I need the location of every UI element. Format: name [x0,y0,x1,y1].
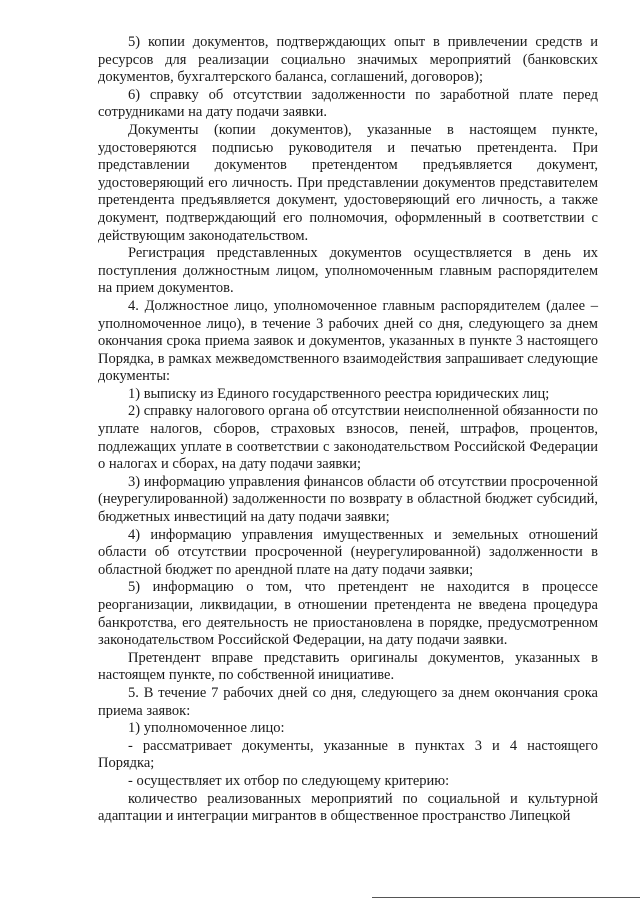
paragraph-clause-4-item-2: 2) справку налогового органа об отсутствии неисполненной обязанности по уплате налогов, сборов, страховых взносов, пеней, штрафов, процентов, подлежащих уплате в соответствии с законодательством Российской Федерации о налогах и сборах, на дату подачи заявки; [98,403,598,473]
paragraph-originals-right: Претендент вправе представить оригиналы документов, указанных в настоящем пункте, по собственной инициативе. [98,649,598,684]
paragraph-item-5-copies: 5) копии документов, подтверждающих опыт в привлечении средств и ресурсов для реализации социально значимых мероприятий (банковских документов, бухгалтерского баланса, соглашений, договоров); [98,34,598,86]
paragraph-clause-4-item-5: 5) информацию о том, что претендент не находится в процессе реорганизации, ликвидации, в отношении претендента не введена процедура банкротства, его деятельность не приостановлена в порядке, предусмотренном законодательством Российской Федерации, на дату подачи заявки. [98,579,598,649]
paragraph-clause-4-item-4: 4) информацию управления имущественных и земельных отношений области об отсутствии просроченной (неурегулированной) задолженности в областной бюджет по арендной плате на дату подачи заявки; [98,526,598,578]
paragraph-clause-4-item-3: 3) информацию управления финансов области об отсутствии просроченной (неурегулированной) задолженности по возврату в областной бюджет субсидий, бюджетных инвестиций на дату подачи заявки; [98,473,598,526]
paragraph-clause-4-item-1: 1) выписку из Единого государственного реестра юридических лиц; [128,385,550,402]
footer-divider [372,897,640,898]
paragraph-criterion: количество реализованных мероприятий по социальной и культурной адаптации и интеграции мигрантов в общественное пространство Липецкой [98,790,598,825]
paragraph-clause-5-item-1: 1) уполномоченное лицо: [128,720,285,737]
document-body [98,34,598,826]
paragraph-documents-certification: Документы (копии документов), указанные в настоящем пункте, удостоверяются подписью руководителя и печатью претендента. При представлении документов претендентом предъявляется документ, удостоверяющий его личность. При представлении документов представителем претендента предъявляется документ, удостоверяющий его личность, а также документ, подтверждающий его полномочия, оформленный в соответствии с действующим законодательством. [98,121,598,244]
paragraph-clause-4: 4. Должностное лицо, уполномоченное главным распорядителем (далее – уполномоченное лицо), в течение 3 рабочих дней со дня, следующего за днем окончания срока приема заявок и документов, указанных в пункте 3 настоящего Порядка, в рамках межведомственного взаимодействия запрашивает следующие документы: [98,297,598,385]
paragraph-registration: Регистрация представленных документов осуществляется в день их поступления должностным лицом, уполномоченным главным распорядителем на прием документов. [98,245,598,297]
paragraph-item-6-salary-certificate: 6) справку об отсутствии задолженности по заработной плате перед сотрудниками на дату подачи заявки. [98,86,598,121]
paragraph-clause-5-review: - рассматривает документы, указанные в пунктах 3 и 4 настоящего Порядка; [98,737,598,772]
paragraph-clause-5-selection: - осуществляет их отбор по следующему критерию: [128,772,450,789]
paragraph-clause-5: 5. В течение 7 рабочих дней со дня, следующего за днем окончания срока приема заявок: [98,684,598,719]
